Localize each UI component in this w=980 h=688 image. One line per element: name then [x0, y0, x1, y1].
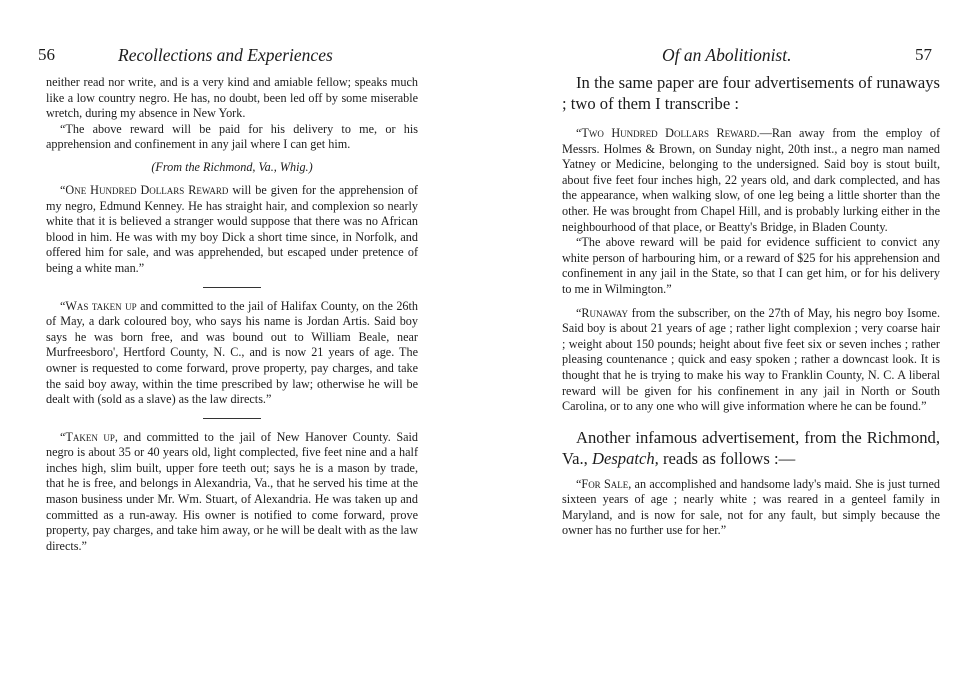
- ad-lead: “One Hundred Dollars Reward: [60, 182, 229, 197]
- ad-text: an accomplished and handsome lady's maid. She is just turned sixteen years of age ; nearly white ; was reared in a genteel family in Maryland, and is now for sale, not for any fault, but simply because the owner has no further use for her.”: [562, 476, 940, 538]
- advertisement: [562, 306, 940, 415]
- ad-lead: “Two Hundred Dollars Reward.: [576, 126, 760, 140]
- running-title-right: Of an Abolitionist.: [662, 45, 792, 65]
- outro-paragraph: [562, 427, 940, 469]
- section-divider: [203, 287, 261, 288]
- ad-text: and committed to the jail of New Hanover County. Said negro is about 35 or 40 years old, light complected, five feet nine and a half inches high, slim built, upper fore teeth out; says he is a mason by trade, that he is free, and belongs in Alexandria, Va., that he served his time at the mason business under Mr. Wm. Stuart, of Alexandria. He was taken up and committed as a run-away. His owner is notified to come forward, prove property, pay charges, and take him away, or he will be dealt with as the law directs.”: [46, 429, 418, 553]
- advertisement: [46, 299, 418, 408]
- intro-paragraph: In the same paper are four advertisements of runaways ; two of them I transcribe :: [562, 73, 940, 113]
- paragraph: “The above reward will be paid for his delivery to me, or his apprehension and confinement in any jail where I can get him.: [46, 121, 418, 152]
- page-number-right: 57: [915, 45, 932, 64]
- advertisement: [46, 430, 418, 555]
- source-caption: (From the Richmond, Va., Whig.): [151, 159, 313, 174]
- ad-lead: “Was taken up: [60, 298, 137, 313]
- left-body-text: [46, 75, 418, 554]
- right-running-head: [662, 44, 932, 66]
- outro-text: reads as follows :—: [658, 448, 796, 468]
- ad-lead: “For Sale,: [576, 476, 632, 491]
- paragraph: “The above reward will be paid for evidence sufficient to convict any white person of harbouring him, or a reward of $25 for his apprehension and confinement in any jail in the State, so that I can get him, or for his delivery to me in Wilmington.”: [562, 235, 940, 296]
- right-page: [490, 0, 980, 688]
- ad-text: —Ran away from the employ of Messrs. Holmes & Brown, on Sunday night, 20th inst., a negro man named Yatney or Medicine, belonging to the undersigned. Said boy is stout built, about five feet four inches high, 22 years old, and dark complected, and has the appearance, when walking slow, of one leg being a little shorter than the other. He was brought from Chapel Hill, and is probably lurking either in the neighbourhood of that place, or Beatty's Bridge, in Bladen County.: [562, 126, 941, 234]
- advertisement: [562, 126, 940, 235]
- page-number-left: 56: [38, 45, 55, 64]
- outro-text: Another infamous advertisement, from the Richmond, Va.,: [562, 427, 940, 468]
- advertisement: [562, 477, 940, 539]
- advertisement: [46, 183, 418, 277]
- ad-lead: “Runaway: [576, 305, 628, 320]
- ad-text: will be given for the apprehension of my negro, Edmund Kenney. He has straight hair, and complexion so nearly white that it is believed a stranger would suppose that there was no African blood in him. He was with my boy Dick a short time since, in Norfolk, and offered him for sale, and was apprehended, but escaped under pretence of being a white man.”: [46, 182, 418, 275]
- newspaper-name: Despatch,: [591, 448, 659, 468]
- ad-text: from the subscriber, on the 27th of May, his negro boy Isome. Said boy is about 21 years of age ; rather light complexion ; very coarse hair ; weight about 150 pounds; height about five feet six or seven inches ; rather pleasing countenance ; quick and easy spoken ; rather a downcast look. It is thought that he is trying to make his way to Franklin County, N. C. A liberal reward will be given for his confinement in any jail in North or South Carolina, or to any one who will give information where he can be found.”: [562, 305, 940, 414]
- ad-text: and committed to the jail of Halifax County, on the 26th of May, a dark coloured boy, who says his name is Jordan Artis. Said boy says he was born free, and was bound out to William Beale, near Murfreesboro', Hertford County, N. C., and is now 21 years of age. The owner is requested to come forward, prove property, pay charges, and take the said boy away, within the time prescribed by law; otherwise he will be dealt with (sold as a slave) as the law directs.”: [46, 298, 419, 407]
- section-divider: [203, 418, 261, 419]
- paragraph: neither read nor write, and is a very kind and amiable fellow; speaks much like a low country negro. He has, no doubt, been led off by some miserable wretch, during my absence in New York.: [46, 75, 418, 121]
- running-title-left: Recollections and Experiences: [118, 45, 333, 65]
- left-running-head: [38, 44, 446, 66]
- ad-lead: “Taken up,: [60, 429, 118, 444]
- right-body-text: [562, 72, 940, 539]
